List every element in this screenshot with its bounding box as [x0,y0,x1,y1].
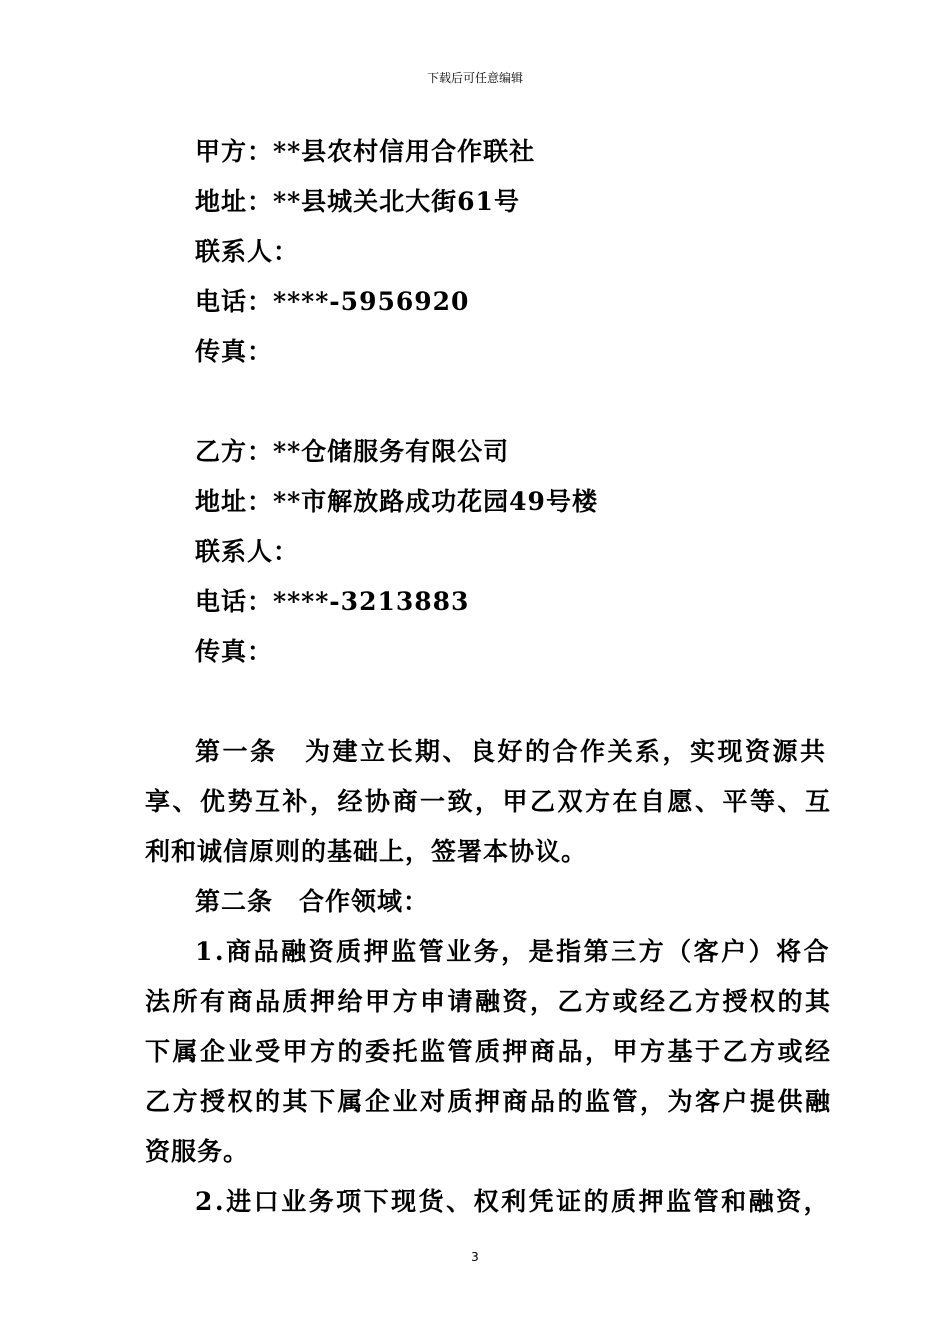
item-1-line-4: 乙方授权的其下属企业对质押商品的监管，为客户提供融 [145,1087,833,1116]
item-1-line-3: 下属企业受甲方的委托监管质押商品，甲方基于乙方或经 [145,1037,833,1066]
article-1-line-2: 享、优势互补，经协商一致，甲乙双方在自愿、平等、互 [145,787,833,816]
article-1-line-3: 利和诚信原则的基础上，签署本协议。 [145,837,588,866]
item-1-line-1: 1.商品融资质押监管业务，是指第三方（客户）将合 [195,937,832,966]
item-1-line-2: 法所有商品质押给甲方申请融资，乙方或经乙方授权的其 [145,987,833,1016]
item-1-line-5: 资服务。 [145,1137,250,1166]
party-b-contact: 联系人： [195,537,300,566]
party-a-address: 地址：**县城关北大街61号 [195,187,520,216]
party-b-address: 地址：**市解放路成功花园49号楼 [195,487,598,516]
article-2-title: 第二条 合作领域： [195,887,430,916]
party-b-fax: 传真： [195,637,274,666]
item-2-line-1: 2.进口业务项下现货、权利凭证的质押监管和融资， [195,1187,832,1216]
party-b-phone: 电话：****-3213883 [195,587,470,616]
party-a-name: 甲方：**县农村信用合作联社 [195,137,536,166]
page-header: 下载后可任意编辑 [426,71,523,85]
article-1-line-1: 第一条 为建立长期、良好的合作关系，实现资源共 [195,737,828,766]
page-number: 3 [471,1250,479,1264]
party-a-fax: 传真： [195,337,274,366]
party-a-contact: 联系人： [195,237,300,266]
party-b-name: 乙方：**仓储服务有限公司 [195,437,510,466]
party-a-phone: 电话：****-5956920 [195,287,470,316]
